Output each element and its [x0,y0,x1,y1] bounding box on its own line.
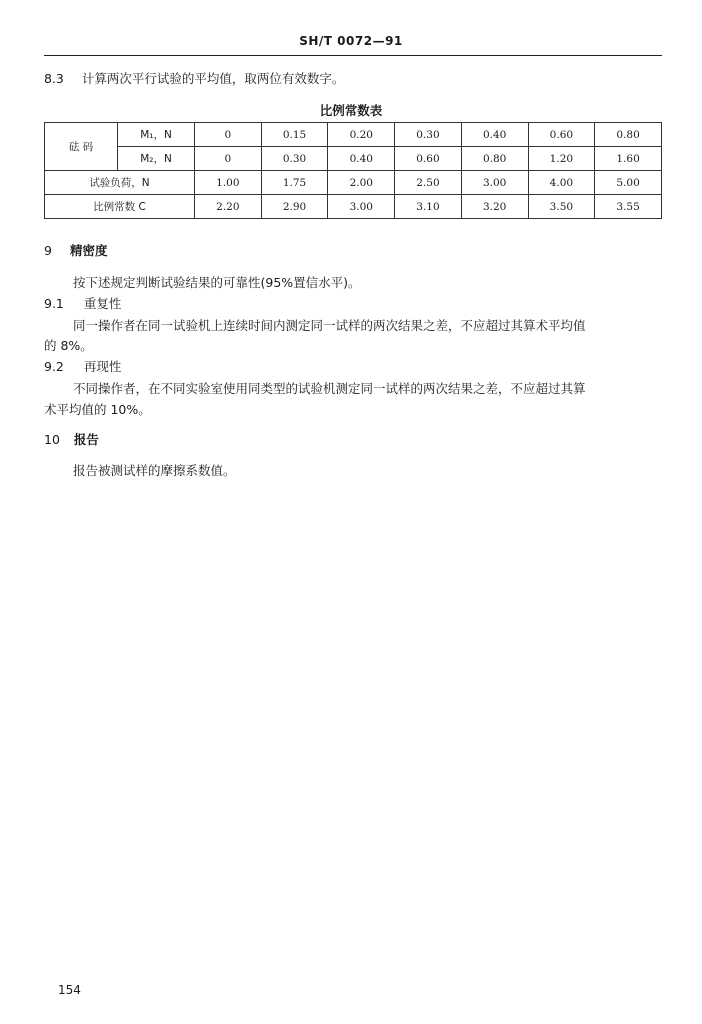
section-9-intro: 按下述规定判断试验结果的可靠性(95%置信水平)。 [73,275,361,290]
document-code-header: SH/T 0072—91 [299,34,403,48]
table-cell: 0.60 [528,123,595,147]
section-9-2-title: 再现性 [83,359,122,374]
section-9-1-heading [44,296,121,312]
row-label: M₁，N [118,123,195,147]
table-cell: 2.20 [195,195,262,219]
section-9-2-text-line1: 不同操作者，在不同实验室使用同类型的试验机测定同一试样的两次结果之差，不应超过其算 [73,381,586,396]
table-cell: 0.80 [461,147,528,171]
table-cell: 5.00 [595,171,662,195]
table-cell: 1.00 [195,171,262,195]
table-row-m2 [45,147,662,171]
table-cell: 0 [195,147,262,171]
table-cell: 1.20 [528,147,595,171]
page-number: 154 [58,983,81,997]
row-label: M₂，N [118,147,195,171]
section-9-2-heading [44,359,121,375]
table-cell: 0.40 [328,147,395,171]
section-8-3-number: 8.3 [44,71,64,86]
section-9-heading [44,243,107,259]
table-row-constant [45,195,662,219]
section-8-3 [44,71,344,87]
proportionality-constant-table [44,122,662,219]
table-cell: 3.50 [528,195,595,219]
section-9-1-number: 9.1 [44,296,64,311]
table-cell: 0.60 [395,147,462,171]
table-cell: 2.00 [328,171,395,195]
table-cell: 3.20 [461,195,528,219]
table-cell: 3.55 [595,195,662,219]
table-cell: 0.40 [461,123,528,147]
section-10-number: 10 [44,432,60,447]
table-cell: 3.00 [461,171,528,195]
table-row-m1 [45,123,662,147]
table-cell: 4.00 [528,171,595,195]
section-10-heading [44,432,99,448]
row-label: 试验负荷，N [45,171,195,195]
table-cell: 0.15 [261,123,328,147]
section-9-number: 9 [44,243,52,258]
weight-label: 砝 码 [45,123,118,171]
section-9-2-text-line2: 术平均值的 10%。 [44,402,151,417]
table-cell: 0.80 [595,123,662,147]
table-cell: 0.30 [261,147,328,171]
table-cell: 3.00 [328,195,395,219]
table-cell: 2.90 [261,195,328,219]
section-9-1-title: 重复性 [83,296,122,311]
table-cell: 2.50 [395,171,462,195]
table-cell: 3.10 [395,195,462,219]
table-title: 比例常数表 [319,103,383,118]
row-label: 比例常数 C [45,195,195,219]
table-cell: 0.20 [328,123,395,147]
table-cell: 0.30 [395,123,462,147]
section-9-1-text-line1: 同一操作者在同一试验机上连续时间内测定同一试样的两次结果之差，不应超过其算术平均值 [73,318,586,333]
table-cell: 0 [195,123,262,147]
table-cell: 1.60 [595,147,662,171]
section-9-1-text-line2: 的 8%。 [44,338,93,353]
section-9-title: 精密度 [69,243,108,258]
section-10-text: 报告被测试样的摩擦系数值。 [73,463,236,478]
section-9-2-number: 9.2 [44,359,64,374]
section-8-3-text: 计算两次平行试验的平均值，取两位有效数字。 [81,71,345,86]
section-10-title: 报告 [73,432,99,447]
header-rule [44,55,662,56]
table-cell: 1.75 [261,171,328,195]
table-row-test-load [45,171,662,195]
